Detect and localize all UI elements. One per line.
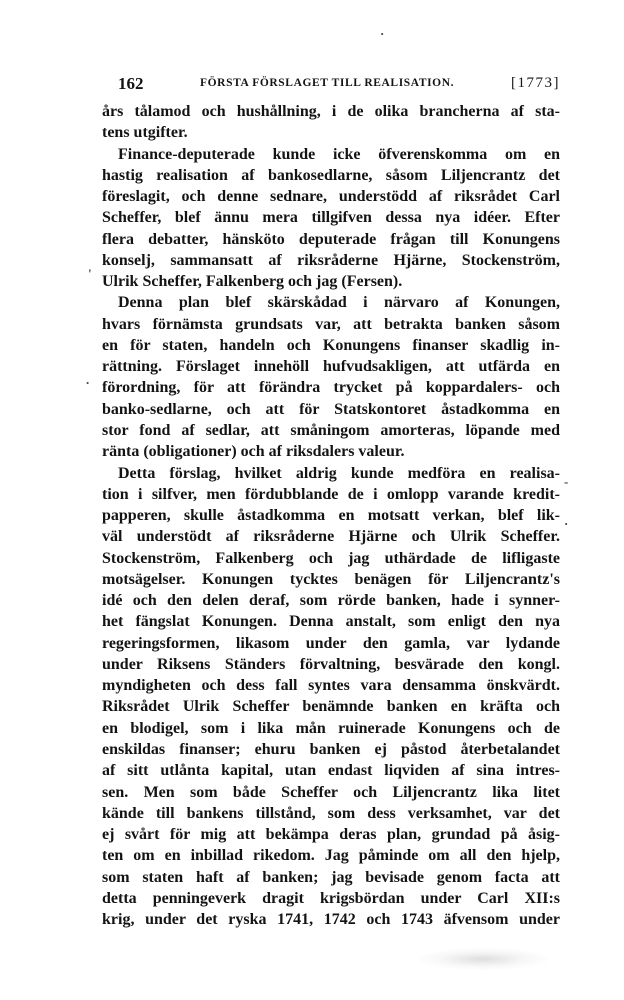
text-line: Ulrik Scheffer, Falkenberg och jag (Fersen). (102, 273, 403, 291)
text-line: tens utgifter. (102, 124, 188, 142)
text-line: års tålamod och hushållning, i de olika brancherna af sta- (102, 103, 560, 120)
text-line: krig, under det ryska 1741, 1742 och 1743 äfvensom under (102, 911, 560, 929)
margin-mark: . (86, 372, 90, 387)
text-line: idé och den delen deraf, som rörde banken, hade i synner- (102, 592, 560, 610)
text-line: af sitt utlånta kapital, utan endast liqviden af sina intres- (102, 762, 560, 780)
margin-mark: - (564, 474, 569, 489)
page-header (102, 74, 560, 98)
page-number: 162 (118, 74, 144, 93)
text-line: Riksrådet Ulrik Scheffer benämnde banken en kräfta och (102, 698, 560, 716)
text-line: motsägelser. Konungen tycktes benägen för Liljencrantz's (102, 570, 560, 588)
text-line: som staten haft af banken; jag bevisade genom facta att (102, 868, 560, 886)
library-stamp-smudge (418, 948, 548, 970)
margin-mark: ' (88, 266, 92, 281)
text-line: en blodigel, som i lika mån ruinerade Konungens och de (102, 719, 560, 737)
text-line: papperen, skulle åstadkomma en motsatt verkan, blef lik- (102, 507, 560, 525)
scan-speck: · (380, 26, 385, 41)
text-line: detta penningeverk dragit krigsbördan under Carl XII:s (102, 889, 560, 907)
text-line: förordning, för att förändra trycket på koppardalers- och (102, 379, 560, 397)
text-line: rättning. Förslaget innehöll hufvudsakligen, att utfärda en (102, 358, 560, 376)
text-line: ten om en inbillad rikedom. Jag påminde om all den hjelp, (102, 847, 560, 865)
running-title: FÖRSTA FÖRSLAGET TILL REALISATION. (200, 77, 455, 89)
text-line: tion i silfver, men fördubblande de i omlopp varande kredit- (102, 485, 560, 503)
text-line: sen. Men som både Scheffer och Liljencrantz lika litet (102, 783, 560, 801)
text-line: enskildas finanser; ehuru banken ej påstod återbetalandet (102, 740, 560, 758)
text-line: ränta (obligationer) och af riksdalers valeur. (102, 443, 405, 461)
year-marker: [1773] (511, 75, 560, 91)
text-line: regeringsformen, likasom under den gamla, var lydande (102, 634, 560, 652)
text-line: hastig realisation af bankosedlarne, såsom Liljencrantz det (102, 166, 560, 184)
margin-mark: · (564, 516, 569, 531)
text-line: flera debatter, hänsköto deputerade frågan till Konungens (102, 230, 560, 248)
text-line: Detta förslag, hvilket aldrig kunde medföra en realisa- (118, 464, 560, 482)
text-line: hvars förnämsta grundsats var, att betrakta banken såsom (102, 315, 560, 333)
text-line: konselj, sammansatt af riksråderne Hjärne, Stockenström, (102, 251, 560, 269)
text-line: Finance-deputerade kunde icke öfverenskomma om en (118, 145, 560, 163)
text-line: Stockenström, Falkenberg och jag uthärdade de lifligaste (102, 549, 560, 567)
text-line: kände till bankens tillstånd, som dess verksamhet, var det (102, 804, 560, 822)
text-line: Denna plan blef skärskådad i närvaro af Konungen, (118, 294, 560, 312)
text-line: Scheffer, blef ännu mera tillgifven dessa nya idéer. Efter (102, 209, 560, 227)
text-line: föreslagit, och denne sednare, understödd af riksrådet Carl (102, 188, 560, 206)
body-text (102, 101, 560, 930)
text-line: myndigheten och dess fall syntes vara densamma önskvärdt. (102, 677, 560, 695)
text-line: banko-sedlarne, och att för Statskontoret åstadkomma en (102, 400, 560, 418)
text-line: under Riksens Ständers förvaltning, besvärade den kongl. (102, 655, 560, 673)
text-line: stor fond af sedlar, att småningom amorteras, löpande med (102, 421, 560, 439)
text-line: het fängslat Konungen. Denna anstalt, som enligt den nya (102, 613, 560, 631)
text-line: väl understödt af riksråderne Hjärne och Ulrik Scheffer. (102, 528, 560, 546)
text-line: ej svårt för mig att bekämpa deras plan, grundad på åsig- (102, 826, 560, 844)
text-line: en för staten, handeln och Konungens finanser skadlig in- (102, 336, 560, 354)
